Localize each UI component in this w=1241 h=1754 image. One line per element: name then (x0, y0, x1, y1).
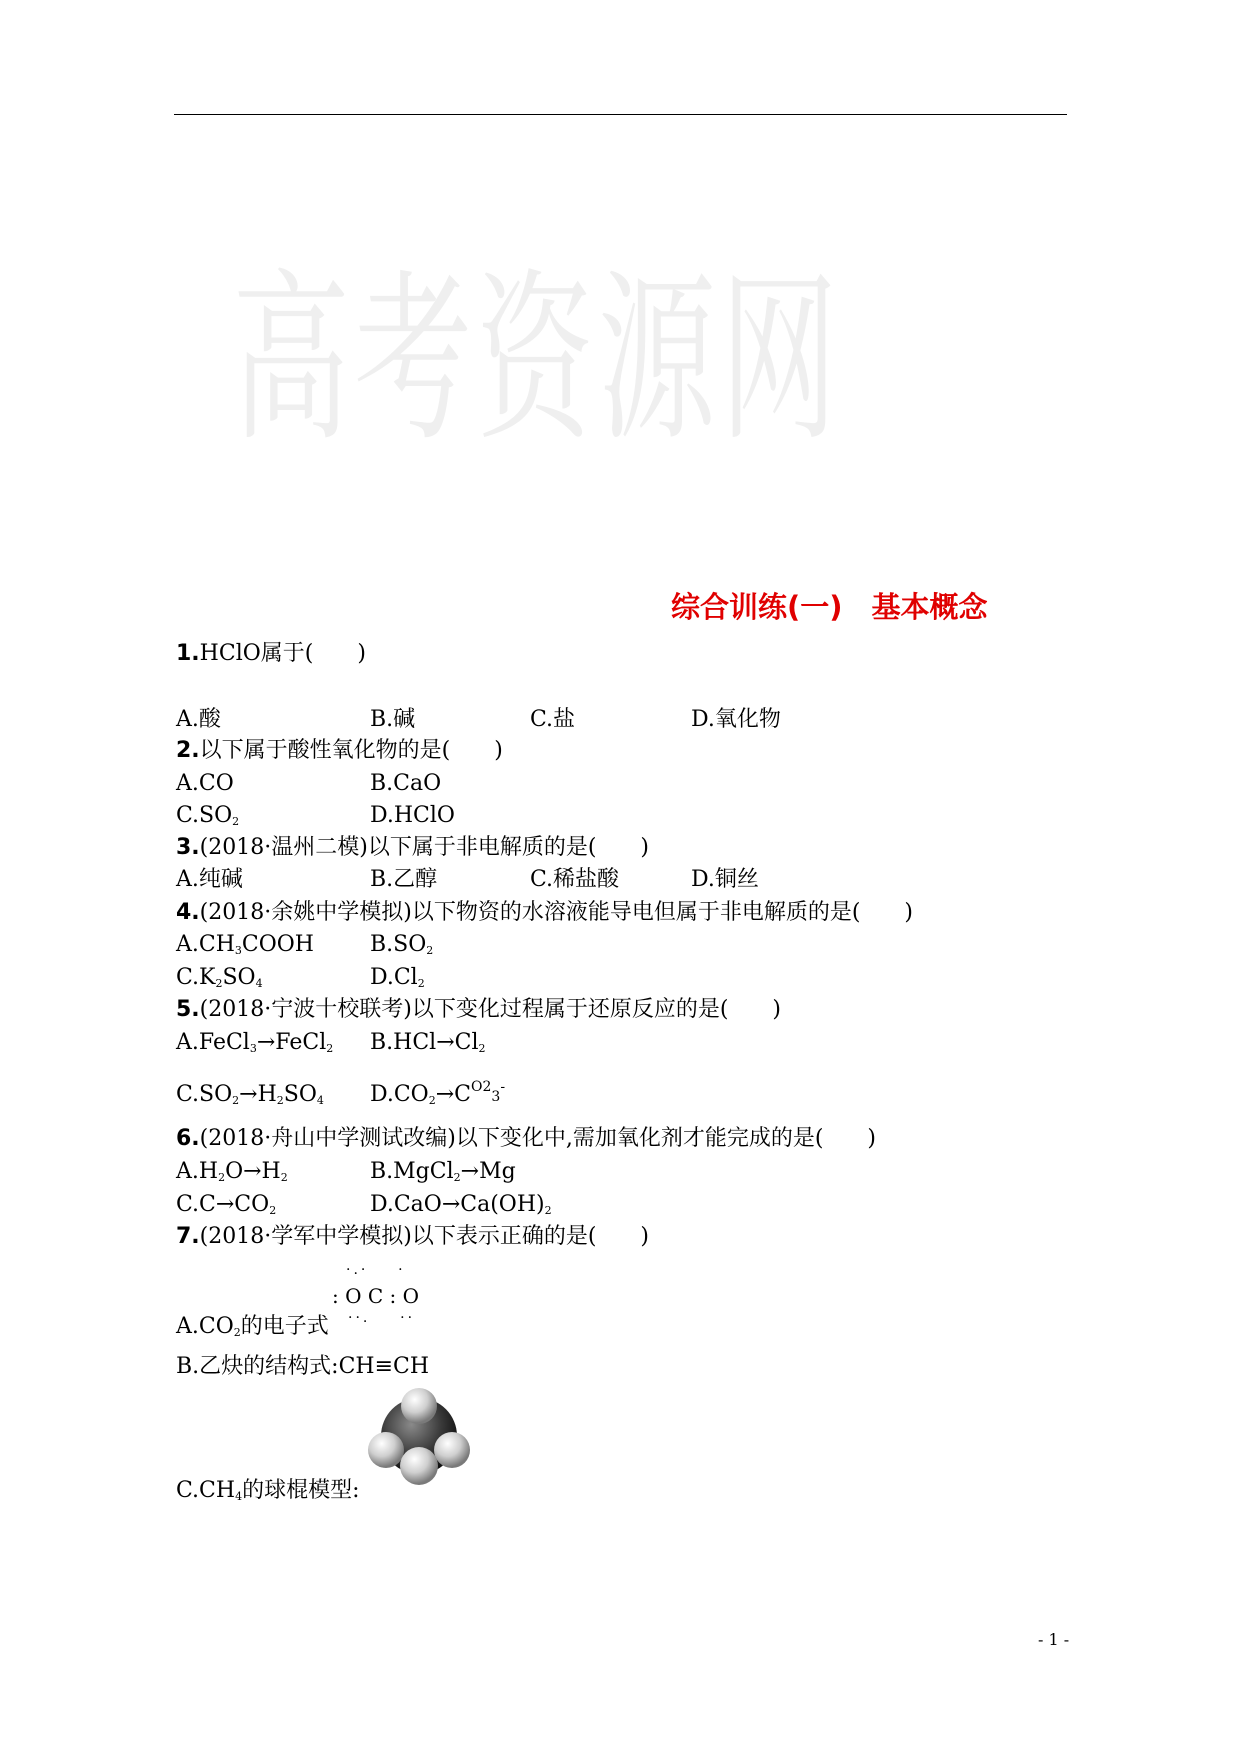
q4-option-a: $A.CH_3COOH$ (176, 932, 314, 957)
q6-option-d: $D.CaO\to Ca(OH)_2$ (370, 1192, 552, 1217)
q1-option-a: A.酸 (176, 707, 221, 732)
q3-option-a: A.纯碱 (176, 867, 243, 892)
question-5: 5.(2018·宁波十校联考)以下变化过程属于还原反应的是( ) (176, 997, 781, 1022)
lewis-structure: : O C : O (332, 1284, 420, 1308)
question-4: 4.(2018·余姚中学模拟)以下物资的水溶液能导电但属于非电解质的是( ) (176, 900, 913, 925)
question-1: 1.HClO属于( ) (176, 641, 366, 666)
q1-option-c: C.盐 (530, 707, 576, 732)
header-rule (174, 114, 1067, 115)
q5-option-d: $D.CO_2\to C^{O2}3^-$ (370, 1079, 506, 1107)
q6-option-b: B.MgCl$_2$→Mg (370, 1159, 516, 1184)
question-3: 3.(2018·温州二模)以下属于非电解质的是( ) (176, 835, 649, 860)
q2-option-b: B.CaO (370, 771, 442, 796)
question-2: 2.以下属于酸性氧化物的是( ) (176, 738, 503, 763)
q4-option-c: $C.K_2SO_4$ (176, 965, 263, 990)
lewis-dots-bottom: ··. ·· (348, 1310, 416, 1326)
q3-option-d: D.铜丝 (691, 867, 759, 892)
q7-option-a: $A.CO_2$的电子式 (176, 1314, 329, 1339)
question-6: 6.(2018·舟山中学测试改编)以下变化中,需加氧化剂才能完成的是( ) (176, 1126, 876, 1151)
q3-option-b: B.乙醇 (370, 867, 438, 892)
q2-option-a: A.CO (176, 771, 234, 796)
watermark: 高考资源网 (232, 252, 843, 467)
q7-option-b: B.乙炔的结构式:CH≡CH (176, 1354, 430, 1379)
q2-option-c: $C.SO_2$ (176, 803, 240, 828)
q5-option-a: A.FeCl$_3$→FeCl$_2$ (176, 1030, 334, 1055)
q6-option-a: $A.H_2O\to H_2$ (176, 1159, 288, 1184)
q4-option-d: $D.Cl_2$ (370, 965, 425, 990)
lewis-dots-top: ·.· · (346, 1262, 406, 1278)
section-title: 综合训练(一) 基本概念 (671, 590, 988, 624)
question-7: 7.(2018·学军中学模拟)以下表示正确的是( ) (176, 1224, 649, 1249)
q1-option-d: D.氧化物 (691, 707, 781, 732)
q6-option-c: $C.C\to CO_2$ (176, 1192, 277, 1217)
methane-ball-model (364, 1384, 474, 1494)
q2-option-d: D.HClO (370, 803, 455, 828)
page-number: - 1 - (1038, 1630, 1070, 1649)
q7-option-c: $C.CH_4$的球棍模型: (176, 1478, 360, 1503)
q3-option-c: C.稀盐酸 (530, 867, 620, 892)
q4-option-b: $B.SO_2$ (370, 932, 434, 957)
q5-option-b: $B.HCl\to Cl_2$ (370, 1030, 486, 1055)
q5-option-c: $C.SO_2\to H_2SO_4$ (176, 1082, 324, 1107)
q1-option-b: B.碱 (370, 707, 416, 732)
